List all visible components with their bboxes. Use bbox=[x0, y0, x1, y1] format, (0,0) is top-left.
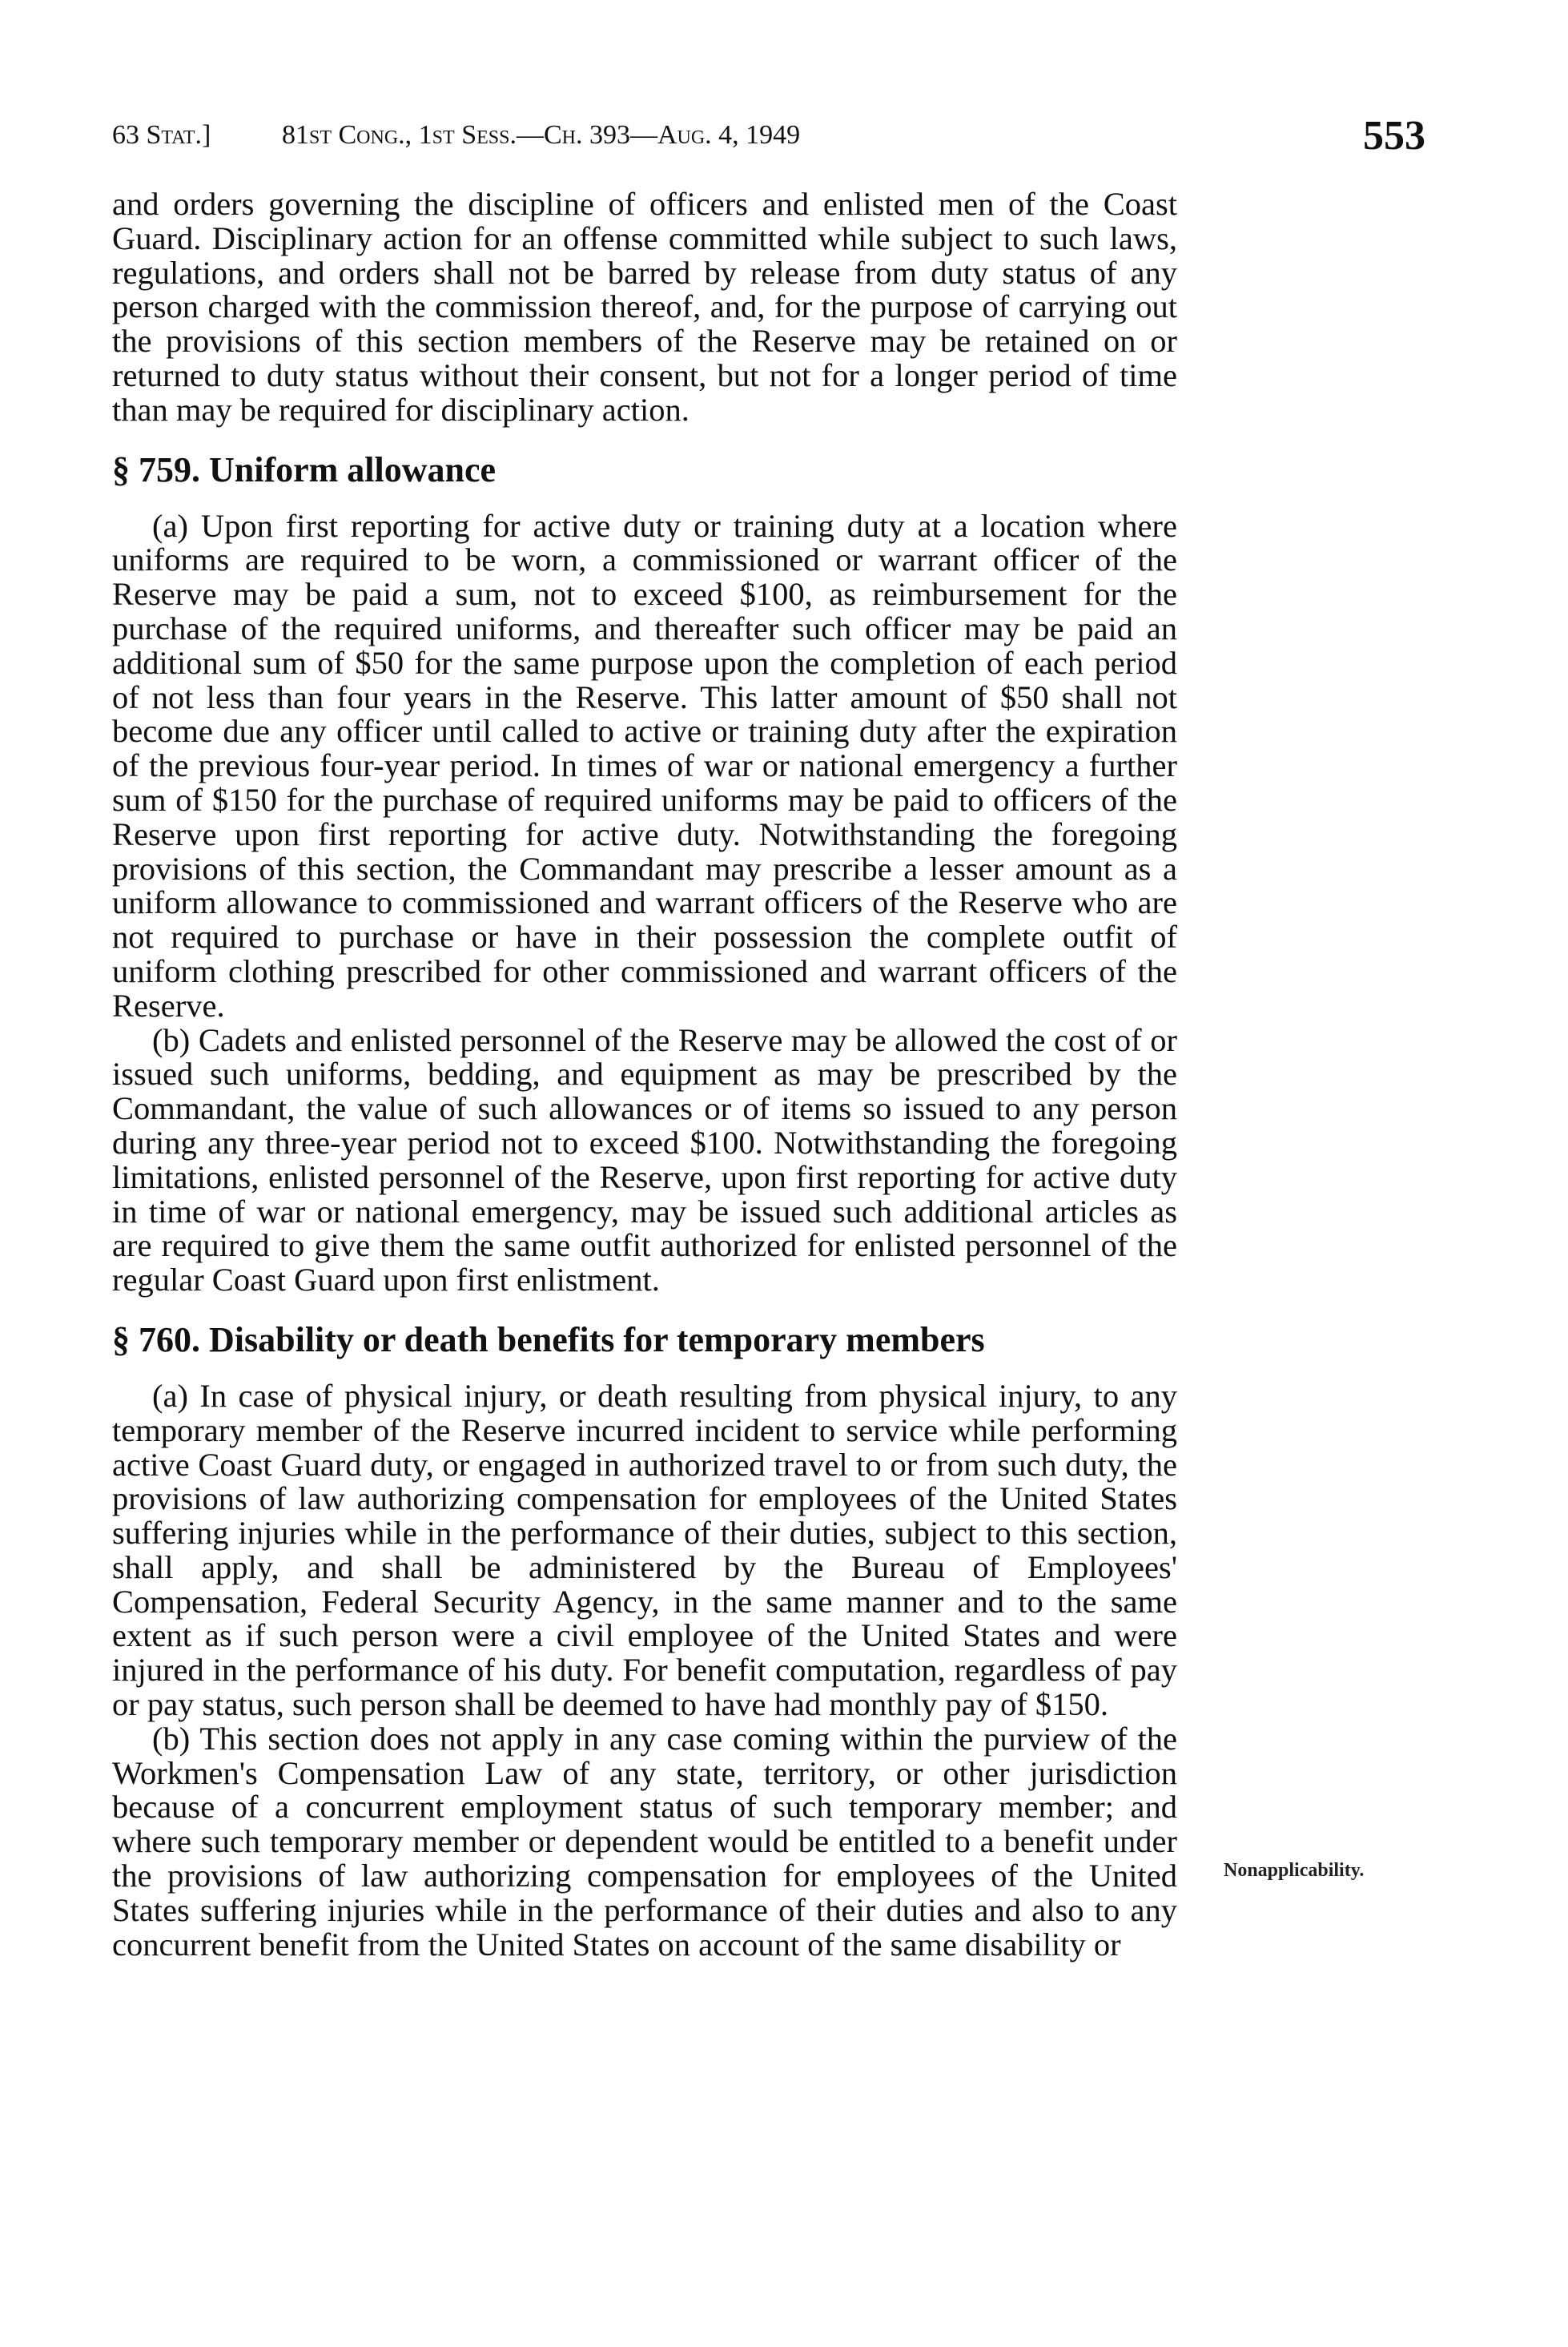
section-760-number: § 760. bbox=[112, 1319, 200, 1359]
section-759-number: § 759. bbox=[112, 449, 200, 489]
section-759-paragraph-a: (a) Upon first reporting for active duty or training duty at a location where uniforms are required to be worn, a commissioned or warrant officer of the Reserve may be paid a sum, not to exceed $100, as reimbursement for the purchase of the required uniforms, and thereafter such officer may be paid an additional sum of $50 for the same purpose upon the completion of each period of not less than four years in the Reserve. This latter amount of $50 shall not become due any officer until called to active or training duty after the expiration of the previous four-year period. In times of war or national emergency a further sum of $150 for the purchase of required uniforms may be paid to officers of the Reserve upon first reporting for active duty. Notwithstanding the foregoing provisions of this section, the Commandant may prescribe a lesser amount as a uniform allowance to commissioned and warrant officers of the Reserve who are not required to purchase or have in their possession the complete outfit of uniform clothing prescribed for other commissioned and warrant officers of the Reserve. bbox=[112, 507, 1177, 1024]
opening-paragraph: and orders governing the discipline of officers and enlisted men of the Coast Guard. Disciplinary action for an offense committed while subject to such laws, regulations, and orders shall not be barred by release from duty status of any person charged with the commission thereof, and, for the purpose of carrying out the provisions of this section members of the Reserve may be retained on or returned to duty status without their consent, but not for a longer period of time than may be required for disciplinary action. bbox=[112, 186, 1177, 428]
congress-session-date: 81st Cong., 1st Sess.—Ch. 393—Aug. 4, 1949 bbox=[282, 120, 801, 150]
section-759-paragraph-b: (b) Cadets and enlisted personnel of the Reserve may be allowed the cost of or issued such uniforms, bedding, and equipment as may be prescribed by the Commandant, the value of such allowances or of items so issued to any person during any three-year period not to exceed $100. Notwithstanding the foregoing limitations, enlisted personnel of the Reserve, upon first reporting for active duty in time of war or national emergency, may be issued such additional articles as are required to give them the same outfit authorized for enlisted personnel of the regular Coast Guard upon first enlistment. bbox=[112, 1021, 1177, 1298]
section-759-heading bbox=[112, 449, 1177, 489]
page-header bbox=[112, 113, 1425, 168]
section-760-heading bbox=[112, 1319, 1177, 1359]
page-number: 553 bbox=[1363, 113, 1425, 159]
page-body bbox=[112, 187, 1177, 1962]
section-760-paragraph-a: (a) In case of physical injury, or death resulting from physical injury, to any temporary member of the Reserve incurred incident to service while performing active Coast Guard duty, or engaged in authorized travel to or from such duty, the provisions of law authorizing compensation for employees of the United States suffering injuries while in the performance of their duties, subject to this section, shall apply, and shall be administered by the Bureau of Employees' Compensation, Federal Security Agency, in the same manner and to the same extent as if such person were a civil employee of the United States and were injured in the performance of his duty. For benefit computation, regardless of pay or pay status, such person shall be deemed to have had monthly pay of $150. bbox=[112, 1377, 1177, 1723]
section-760-title: Disability or death benefits for temporary members bbox=[209, 1319, 985, 1359]
section-760-paragraph-b: (b) This section does not apply in any case coming within the purview of the Workmen's Compensation Law of any state, territory, or other jurisdiction because of a concurrent employment status of such temporary member; and where such temporary member or dependent would be entitled to a benefit under the provisions of law authorizing compensation for employees of the United States suffering injuries while in the performance of their duties and also to any concurrent benefit from the United States on account of the same disability or bbox=[112, 1720, 1177, 1963]
margin-note-nonapplicability: Nonapplicability. bbox=[1224, 1860, 1365, 1881]
section-759-title: Uniform allowance bbox=[209, 449, 497, 489]
statute-volume: 63 Stat.] bbox=[112, 120, 211, 150]
